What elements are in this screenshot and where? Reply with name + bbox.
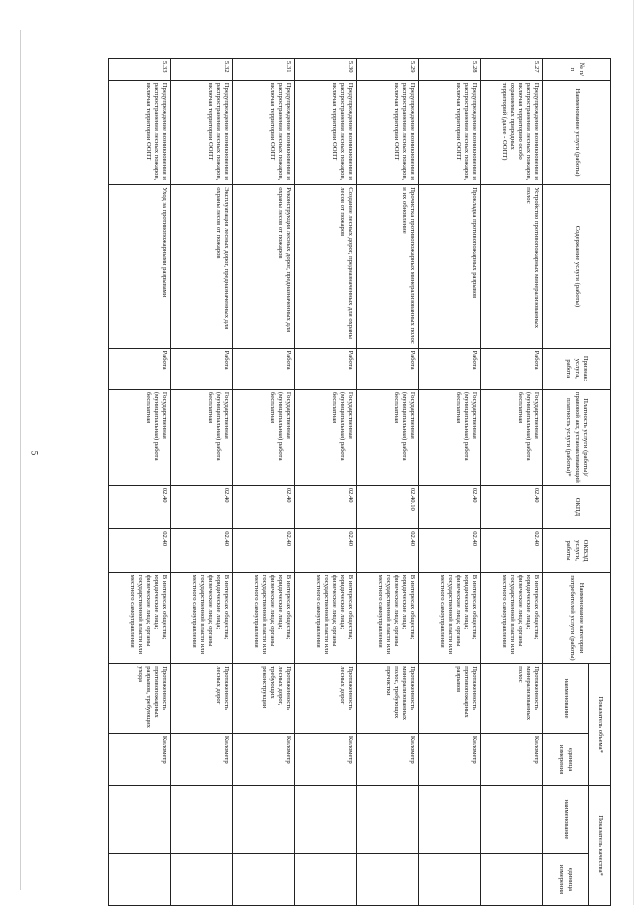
cell-volume-name: Протяженность противопожарных разрывов: [419, 664, 481, 734]
cell-okved: 02.40: [233, 529, 295, 573]
rotated-table-wrapper: [108, 58, 611, 906]
cell-quality-name: [233, 786, 295, 853]
cell-quality-name: [419, 786, 481, 853]
cell-num: 5.28: [419, 59, 481, 81]
table-row: [171, 59, 233, 906]
cell-sign: Работа: [295, 348, 357, 389]
table-row: [295, 59, 357, 906]
cell-name: Предупреждение возникновения и распространения лесных пожаров, включая территории ООПТ: [233, 80, 295, 185]
cell-quality-unit: [171, 853, 233, 905]
cell-content: Прокладка противопожарных разрывов: [419, 185, 481, 348]
header-sign: Признак: услуга, работа: [543, 348, 611, 389]
header-okpd: ОКПД: [543, 485, 611, 529]
cell-okved: 02.40: [357, 529, 419, 573]
cell-sign: Работа: [171, 348, 233, 389]
cell-okpd: 02.40: [109, 485, 171, 529]
cell-volume-unit: Километр: [233, 733, 295, 785]
header-okved: ОКВЭД услуги, работы: [543, 529, 611, 573]
cell-quality-unit: [419, 853, 481, 905]
table-row: [233, 59, 295, 906]
table-row: [481, 59, 543, 906]
cell-quality-unit: [481, 853, 543, 905]
header-service-name: Наименование услуги (работы): [543, 80, 611, 185]
cell-volume-unit: Километр: [357, 733, 419, 785]
cell-sign: Работа: [419, 348, 481, 389]
cell-quality-name: [109, 786, 171, 853]
cell-quality-name: [481, 786, 543, 853]
cell-name: Предупреждение возникновения и распространения лесных пожаров, включая территории ООПТ: [171, 80, 233, 185]
cell-volume-name: Протяженность минерализованных полос, требующих прочистки: [357, 664, 419, 734]
header-quality-name: наименование: [543, 786, 589, 853]
cell-okved: 02.40: [109, 529, 171, 573]
cell-okpd: 02.40: [481, 485, 543, 529]
cell-okpd: 02.40: [171, 485, 233, 529]
cell-sign: Работа: [357, 348, 419, 389]
cell-consumers: В интересах общества; юридические лица; физические лица; органы государственной власти или местного самоуправления: [357, 572, 419, 663]
cell-consumers: В интересах общества; юридические лица; физические лица; органы государственной власти или местного самоуправления: [419, 572, 481, 663]
cell-volume-unit: Километр: [481, 733, 543, 785]
header-volume-group: Показатель объема*: [589, 664, 611, 786]
header-quality-group: Показатель качества*: [589, 786, 611, 906]
table-row: [109, 59, 171, 906]
cell-num: 5.30: [295, 59, 357, 81]
cell-quality-unit: [357, 853, 419, 905]
cell-consumers: В интересах общества; юридические лица; физические лица; органы государственной власти или местного самоуправления: [295, 572, 357, 663]
cell-volume-unit: Километр: [109, 733, 171, 785]
header-row-top: [589, 59, 611, 906]
cell-consumers: В интересах общества; юридические лица; физические лица; органы государственной власти или местного самоуправления: [171, 572, 233, 663]
table-row: [419, 59, 481, 906]
cell-consumers: В интересах общества; юридические лица; физические лица; органы государственной власти или местного самоуправления: [233, 572, 295, 663]
cell-name: Предупреждение возникновения и распространения лесных пожаров, включая территорию особо охраняемых природных территорий (далее - ООПТ): [481, 80, 543, 185]
cell-okved: 02.40: [419, 529, 481, 573]
cell-paid: Государственная (муниципальная) работа бесплатная: [295, 389, 357, 485]
cell-consumers: В интересах общества; юридические лица; физические лица; органы государственной власти или местного самоуправления: [109, 572, 171, 663]
cell-paid: Государственная (муниципальная) работа бесплатная: [233, 389, 295, 485]
cell-name: Предупреждение возникновения и распространения лесных пожаров, включая территории ООПТ: [419, 80, 481, 185]
cell-volume-name: Протяженность лесных дорог: [295, 664, 357, 734]
cell-paid: Государственная (муниципальная) работа бесплатная: [481, 389, 543, 485]
cell-okved: 02.40: [171, 529, 233, 573]
cell-okved: 02.40: [481, 529, 543, 573]
header-volume-name: наименование: [543, 664, 589, 734]
cell-name: Предупреждение возникновения и распространения лесных пожаров, включая территории ООПТ: [357, 80, 419, 185]
cell-volume-name: Протяженность лесных дорог: [171, 664, 233, 734]
cell-okpd: 02.40: [419, 485, 481, 529]
cell-okpd: 02.40: [295, 485, 357, 529]
cell-num: 5.29: [357, 59, 419, 81]
cell-volume-unit: Километр: [295, 733, 357, 785]
cell-content: Прочистка противопожарных минерализованных полос и их обновление: [357, 185, 419, 348]
cell-volume-name: Протяженность минерализованных полос: [481, 664, 543, 734]
page-number: 5: [29, 450, 40, 456]
cell-name: Предупреждение возникновения и распространения лесных пожаров, включая территории ООПТ: [295, 80, 357, 185]
header-num: № п/п: [543, 59, 611, 81]
header-consumers: Наименование категории потребителей услуги (работы): [543, 572, 611, 663]
cell-okpd: 02.40: [233, 485, 295, 529]
cell-paid: Государственная (муниципальная) работа бесплатная: [419, 389, 481, 485]
cell-content: Устройство противопожарных минерализованных полос: [481, 185, 543, 348]
cell-quality-unit: [295, 853, 357, 905]
cell-quality-unit: [109, 853, 171, 905]
header-content: Содержание услуги (работы): [543, 185, 611, 348]
cell-volume-name: Протяженность лесных дорог, требующих реконструкции: [233, 664, 295, 734]
cell-sign: Работа: [481, 348, 543, 389]
cell-volume-name: Протяженность противопожарных разрывов, требующих ухода: [109, 664, 171, 734]
cell-quality-name: [171, 786, 233, 853]
scan-edge-right: [633, 0, 634, 905]
cell-sign: Работа: [109, 348, 171, 389]
cell-volume-unit: Километр: [419, 733, 481, 785]
cell-num: 5.32: [171, 59, 233, 81]
services-table: [108, 58, 611, 906]
cell-consumers: В интересах общества; юридические лица; физические лица; органы государственной власти или местного самоуправления: [481, 572, 543, 663]
cell-paid: Государственная (муниципальная) работа бесплатная: [171, 389, 233, 485]
cell-volume-unit: Километр: [171, 733, 233, 785]
cell-content: Уход за противопожарными разрывами: [109, 185, 171, 348]
cell-okved: 02.40: [295, 529, 357, 573]
table-row: [357, 59, 419, 906]
cell-okpd: 02.40.10: [357, 485, 419, 529]
header-volume-unit: единица измерения: [543, 733, 589, 785]
cell-num: 5.31: [233, 59, 295, 81]
scan-edge-left: [20, 30, 21, 890]
cell-paid: Государственная (муниципальная) работа бесплатная: [357, 389, 419, 485]
cell-quality-name: [357, 786, 419, 853]
cell-quality-unit: [233, 853, 295, 905]
cell-sign: Работа: [233, 348, 295, 389]
cell-num: 5.27: [481, 59, 543, 81]
cell-paid: Государственная (муниципальная) работа бесплатная: [109, 389, 171, 485]
cell-num: 5.33: [109, 59, 171, 81]
header-paid: Платность услуги (работы)/правовой акт, устанавливающий платность услуги (работы)*: [543, 389, 611, 485]
cell-quality-name: [295, 786, 357, 853]
header-quality-unit: единица измерения: [543, 853, 589, 905]
cell-content: Эксплуатация лесных дорог, предназначенных для охраны лесов от пожаров: [171, 185, 233, 348]
cell-name: Предупреждение возникновения и распространения лесных пожаров, включая территории ООПТ: [109, 80, 171, 185]
cell-content: Реконструкция лесных дорог, предназначенных для охраны лесов от пожаров: [233, 185, 295, 348]
cell-content: Создание лесных дорог, предназначенных для охраны лесов от пожаров: [295, 185, 357, 348]
